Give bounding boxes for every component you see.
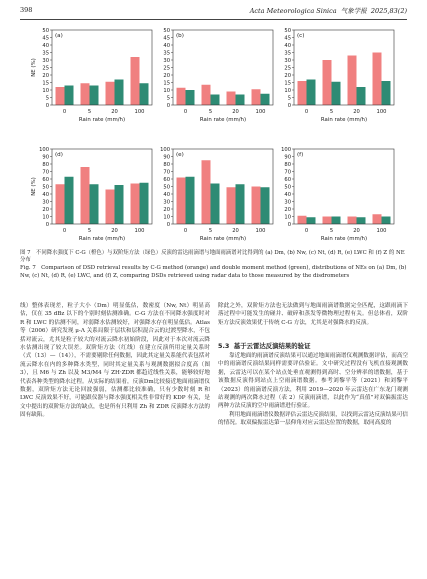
section-heading — [218, 341, 310, 350]
x-tick-label: 5 — [208, 228, 213, 234]
x-tick-label: 0 — [304, 109, 309, 115]
bar-green — [186, 177, 195, 224]
bar-green — [357, 87, 366, 105]
page-number: 398 — [20, 6, 33, 14]
bar-green — [140, 83, 149, 105]
x-tick-label: 0 — [183, 228, 188, 234]
y-tick-label: 40 — [284, 43, 291, 49]
y-tick-label: 10 — [42, 88, 49, 94]
y-tick-label: 40 — [163, 43, 170, 49]
bar-green — [211, 184, 220, 225]
y-tick-label: 50 — [163, 184, 170, 191]
journal-name-cn: 气象学报 — [340, 7, 367, 15]
x-tick-label: 100 — [376, 109, 387, 115]
y-tick-label: 35 — [42, 50, 49, 57]
y-tick-label: 70 — [284, 169, 291, 176]
bar-orange — [298, 81, 307, 105]
bar-green — [332, 82, 341, 105]
y-tick-label: 45 — [163, 35, 170, 42]
y-tick-label: 100 — [39, 147, 49, 153]
x-tick-label: 100 — [134, 228, 145, 234]
x-tick-label: 20 — [232, 228, 239, 234]
y-tick-label: 30 — [42, 199, 49, 206]
y-tick-label: 45 — [42, 35, 49, 42]
y-tick-label: 30 — [163, 199, 170, 206]
y-tick-label: 60 — [42, 177, 49, 183]
y-tick-label: 30 — [284, 58, 291, 64]
y-tick-label: 25 — [284, 65, 291, 72]
right-column — [218, 302, 408, 327]
y-tick-label: 80 — [42, 162, 49, 168]
bar-green — [382, 81, 391, 105]
y-tick-label: 5 — [166, 95, 170, 102]
x-tick-label: 0 — [304, 228, 309, 234]
y-tick-label: 60 — [163, 177, 170, 183]
panel-label: (d) — [55, 152, 63, 158]
bar-orange — [252, 187, 261, 225]
y-tick-label: 90 — [42, 154, 49, 161]
y-tick-label: 80 — [284, 162, 291, 168]
bar-green — [332, 217, 341, 225]
y-tick-label: 60 — [284, 177, 291, 183]
x-axis-label: Rain rate (mm/h) — [199, 117, 247, 123]
y-tick-label: 35 — [163, 50, 170, 57]
figure-caption — [20, 250, 410, 280]
bar-orange — [177, 178, 186, 225]
y-tick-label: 10 — [284, 88, 291, 94]
x-tick-label: 100 — [376, 228, 387, 234]
y-tick-label: 50 — [163, 28, 170, 34]
bar-orange — [81, 83, 90, 105]
bar-orange — [131, 184, 140, 225]
x-tick-label: 100 — [255, 228, 266, 234]
bar-green — [211, 95, 220, 106]
y-tick-label: 100 — [160, 147, 170, 153]
x-tick-label: 5 — [329, 228, 334, 234]
bar-green — [140, 183, 149, 224]
x-tick-label: 20 — [111, 109, 118, 115]
y-tick-label: 0 — [45, 222, 49, 228]
y-tick-label: 70 — [42, 169, 49, 176]
y-tick-label: 10 — [284, 214, 291, 221]
bar-orange — [298, 216, 307, 224]
x-tick-label: 5 — [329, 109, 334, 115]
x-tick-label: 5 — [87, 109, 92, 115]
x-axis-label: Rain rate (mm/h) — [78, 236, 126, 242]
x-tick-label: 0 — [62, 109, 67, 115]
y-tick-label: 15 — [284, 80, 291, 87]
bar-green — [236, 95, 245, 106]
bar-green — [307, 217, 316, 224]
panel-label: (f) — [297, 152, 304, 158]
y-tick-label: 0 — [287, 103, 291, 109]
x-tick-label: 100 — [255, 109, 266, 115]
bar-green — [261, 187, 270, 224]
y-tick-label: 30 — [163, 58, 170, 64]
x-tick-label: 20 — [111, 228, 118, 234]
plot-frame — [294, 149, 394, 224]
section-number: 5.3 — [218, 342, 230, 350]
bar-orange — [373, 53, 382, 106]
bar-green — [90, 184, 99, 224]
bar-orange — [323, 60, 332, 105]
figure-7 — [0, 22, 427, 242]
y-tick-label: 50 — [284, 184, 291, 191]
y-tick-label: 0 — [45, 103, 49, 109]
bar-green — [65, 177, 74, 224]
bar-green — [382, 217, 391, 225]
y-tick-label: 80 — [163, 162, 170, 168]
bar-orange — [106, 82, 115, 105]
bar-green — [307, 80, 316, 106]
bar-orange — [202, 160, 211, 224]
section-title: 基于云雷达反演结果的验证 — [233, 342, 311, 350]
x-tick-label: 20 — [232, 109, 239, 115]
bar-orange — [177, 88, 186, 105]
bar-orange — [56, 87, 65, 105]
y-tick-label: 100 — [281, 147, 291, 153]
y-tick-label: 90 — [284, 154, 291, 161]
bar-orange — [373, 214, 382, 224]
panel-label: (e) — [176, 152, 184, 158]
bar-orange — [56, 184, 65, 224]
y-tick-label: 20 — [284, 73, 291, 79]
x-tick-label: 100 — [134, 109, 145, 115]
left-column — [20, 302, 210, 420]
x-tick-label: 0 — [183, 109, 188, 115]
y-axis-label: NE (%) — [31, 58, 37, 77]
bar-green — [357, 217, 366, 224]
y-tick-label: 5 — [45, 95, 49, 102]
paragraph: 除此之外，双阶矩方法也无法做到与地面雨滴谱数据完全匹配，这跟雨滴下落过程中可能发生的碰并、破碎和蒸发等微物理过程有关。但总体看，双阶矩方法反演效果优于传统 C-G 方法，尤其是对强降水的反演。 — [218, 303, 408, 326]
bar-orange — [202, 85, 211, 105]
bar-orange — [348, 217, 357, 225]
y-tick-label: 25 — [42, 65, 49, 72]
y-tick-label: 10 — [42, 214, 49, 221]
x-tick-label: 20 — [353, 109, 360, 115]
y-tick-label: 0 — [287, 222, 291, 228]
caption-en: Fig. 7 Comparison of DSD retrieval results by C-G method (orange) and double moment method (green), distributions of NEs on (a) Dm, (b) Nw, (c) Nt, (d) R, (e) LWC, and (f) Z, comparing DSDs retrieved using radar data to those measured by the disdrometers — [20, 265, 407, 279]
panel-label: (b) — [176, 33, 184, 39]
x-tick-label: 0 — [62, 228, 67, 234]
bar-green — [65, 86, 74, 106]
x-tick-label: 20 — [353, 228, 360, 234]
y-tick-label: 40 — [284, 192, 291, 198]
y-tick-label: 70 — [163, 169, 170, 176]
y-tick-label: 40 — [163, 192, 170, 198]
y-tick-label: 50 — [42, 28, 49, 34]
header-rule — [20, 19, 407, 20]
y-tick-label: 20 — [163, 207, 170, 213]
y-tick-label: 10 — [163, 214, 170, 221]
bar-green — [261, 94, 270, 105]
panel-label: (a) — [55, 33, 63, 39]
issue: 2025,83(2) — [370, 7, 407, 15]
y-tick-label: 30 — [42, 58, 49, 64]
paragraph: 利用地面雨滴谱仪数据评估云雷达反演结果，以找到云雷达反演结果可信的情况。取双偏振雷达第一层仰角对应云雷达位置的数据，取同高度的 — [218, 411, 409, 427]
right-column-2 — [218, 352, 408, 428]
y-tick-label: 40 — [42, 192, 49, 198]
bar-orange — [106, 190, 115, 225]
y-tick-label: 20 — [42, 73, 49, 79]
y-tick-label: 0 — [166, 222, 170, 228]
bar-orange — [131, 57, 140, 105]
bar-green — [115, 185, 124, 224]
bar-orange — [252, 89, 261, 105]
x-axis-label: Rain rate (mm/h) — [320, 117, 368, 123]
y-tick-label: 90 — [163, 154, 170, 161]
bar-orange — [323, 217, 332, 225]
y-tick-label: 35 — [284, 50, 291, 57]
bar-green — [115, 80, 124, 106]
panel-label: (c) — [297, 33, 305, 39]
bar-orange — [227, 92, 236, 106]
paragraph: 靠近地面的雨滴谱反演结果可以通过地面雨滴谱仪观测数据评估，而高空中的雨滴谱反演结果同样需要评估验证。文中研究过程没有飞机直接观测数据，云雷达可以在某个站点处垂直观测得到高时、空分辨率的谱数据，基于该数据反演得到站点上空雨滴谱数据。参考刘黎平等（2021）和刘黎平（2023）的雨滴谱反演方法，利用 2019—2020 年云雷达在广东龙门观测站观测的两次降水过程（表 2）反演雨滴谱，以此作为“真值”对双偏振雷达两种方法反演的空中雨滴谱进行验证。 — [218, 353, 409, 410]
bar-green — [90, 86, 99, 106]
y-tick-label: 20 — [42, 207, 49, 213]
y-tick-label: 5 — [287, 95, 291, 102]
y-axis-label: NE (%) — [31, 177, 37, 196]
y-tick-label: 10 — [163, 88, 170, 94]
y-tick-label: 30 — [284, 199, 291, 206]
caption-cn: 图 7 不同降水强度下 C-G（橙色）与双阶矩方法（绿色）反演的雷达雨滴谱与地面雨滴谱对比得到的 (a) Dm, (b) Nw, (c) Nt, (d) R, (e) LWC 和 (f) Z 的 NE 分布 — [20, 250, 405, 264]
y-tick-label: 15 — [42, 80, 49, 87]
x-axis-label: Rain rate (mm/h) — [78, 117, 126, 123]
bar-orange — [81, 167, 90, 224]
figure-7-charts — [0, 22, 427, 242]
y-tick-label: 45 — [284, 35, 291, 42]
paragraph: 线）整体表现差，粒子大小（Dm）明显低估，数密度（Nw, Nt）明显高估，仅在 35 dBz 以下的个别时刻估测准确。C-G 方法在不同降水强度时对 R 和 LWC 的估测不同，对弱降水估测较好，对强降水存在明显低估。Atlas 等（2006）研究发现 μ-Λ 关系局限于层状和层积混合云的过渡型降水，不包括对流云，尤其是粒子较大的对流云降水初始阶段，因此对于本次对流云降水估测出现了较大误差。双阶矩方法（红线）在建立反演所用定量关系时（式（13）—（14）），不需要剔除任何数据，因此其定量关系能代表包括对流云降水在内的多种降水类型，同时其定量关系与观测数据拟合度高（图 3），且 M6 与 Zh 以及 M3/M4 与 ZH·ZDR 都趋近线性关系，能够较好地代表各种类型的降水过程。从实际的结果看，反演Dm比较接近地面雨滴谱仪数据，双阶矩方法无论回波强弱，估测都比较准确，只有少数时刻 R 和 LWC 反演效果不好，可能跟仪器与降水强度相关性非常好的 KDP 有关，是文中提出的双阶矩方法的缺点，也是所有只利用 Zh 和 ZDR 反演降水方法的固有缺陷。 — [20, 303, 210, 419]
y-tick-label: 25 — [163, 65, 170, 72]
y-tick-label: 20 — [284, 207, 291, 213]
journal-info — [250, 6, 407, 15]
x-tick-label: 5 — [87, 228, 92, 234]
bar-green — [236, 184, 245, 224]
y-tick-label: 20 — [163, 73, 170, 79]
bar-orange — [227, 187, 236, 224]
x-axis-label: Rain rate (mm/h) — [199, 236, 247, 242]
y-tick-label: 0 — [166, 103, 170, 109]
y-tick-label: 50 — [284, 28, 291, 34]
y-tick-label: 15 — [163, 80, 170, 87]
bar-orange — [348, 56, 357, 106]
y-tick-label: 50 — [42, 184, 49, 191]
x-axis-label: Rain rate (mm/h) — [320, 236, 368, 242]
journal-name: Acta Meteorologica Sinica — [249, 7, 337, 15]
bar-green — [186, 90, 195, 105]
y-tick-label: 40 — [42, 43, 49, 49]
x-tick-label: 5 — [208, 109, 213, 115]
